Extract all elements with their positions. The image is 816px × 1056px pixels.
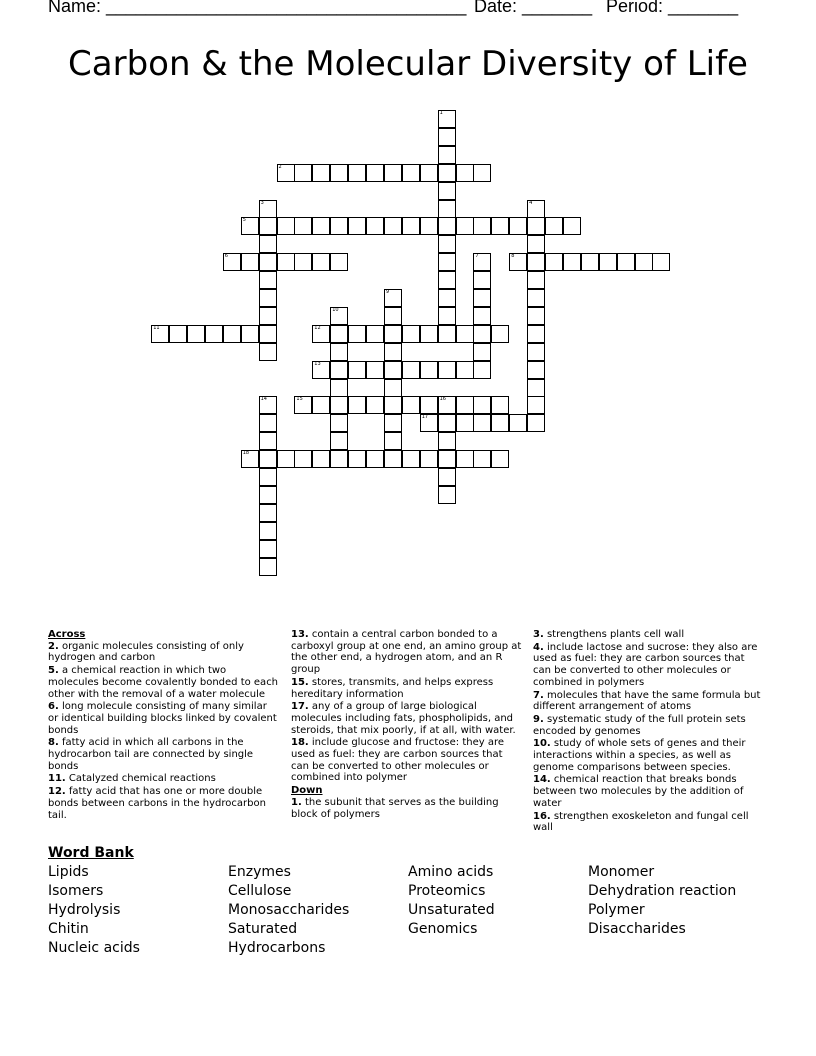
crossword-cell[interactable] bbox=[259, 540, 277, 558]
crossword-cell[interactable] bbox=[527, 253, 545, 271]
crossword-cell[interactable] bbox=[438, 235, 456, 253]
clue-number: 3 bbox=[260, 199, 264, 206]
crossword-cell[interactable] bbox=[527, 307, 545, 325]
crossword-cell[interactable] bbox=[151, 325, 169, 343]
crossword-cell[interactable] bbox=[330, 307, 348, 325]
crossword-cell[interactable] bbox=[491, 450, 509, 468]
crossword-cell[interactable] bbox=[438, 128, 456, 146]
crossword-cell[interactable] bbox=[241, 217, 259, 235]
crossword-cell[interactable] bbox=[259, 558, 277, 576]
crossword-cell[interactable] bbox=[259, 468, 277, 486]
crossword-cell[interactable] bbox=[384, 450, 402, 468]
crossword-cell[interactable] bbox=[473, 396, 491, 414]
crossword-cell[interactable] bbox=[527, 235, 545, 253]
crossword-cell[interactable] bbox=[527, 325, 545, 343]
word-bank-item: Saturated bbox=[228, 921, 298, 937]
crossword-cell[interactable] bbox=[223, 253, 241, 271]
clue-across-11: 11. Catalyzed chemical reactions bbox=[48, 773, 216, 785]
crossword-cell[interactable] bbox=[348, 396, 366, 414]
clue-down-10: 10. study of whole sets of genes and their interactions within a species, as well as genome comparisons between species. bbox=[533, 738, 746, 773]
across-heading: Across bbox=[48, 629, 86, 640]
crossword-cell[interactable] bbox=[420, 361, 438, 379]
crossword-cell[interactable] bbox=[312, 217, 330, 235]
crossword-cell[interactable] bbox=[294, 164, 312, 182]
crossword-cell[interactable] bbox=[420, 396, 438, 414]
crossword-cell[interactable] bbox=[348, 450, 366, 468]
crossword-cell[interactable] bbox=[438, 486, 456, 504]
crossword-cell[interactable] bbox=[438, 414, 456, 432]
clue-down-9: 9. systematic study of the full protein sets encoded by genomes bbox=[533, 713, 746, 737]
word-bank-item: Nucleic acids bbox=[48, 940, 140, 956]
crossword-cell[interactable] bbox=[438, 361, 456, 379]
crossword-cell[interactable] bbox=[456, 414, 474, 432]
clue-across-6: 6. long molecule consisting of many similar or identical building blocks linked by covalent bonds bbox=[48, 701, 277, 736]
crossword-cell[interactable] bbox=[438, 271, 456, 289]
crossword-cell[interactable] bbox=[384, 361, 402, 379]
crossword-cell[interactable] bbox=[438, 289, 456, 307]
word-bank-item: Monomer bbox=[588, 864, 655, 880]
crossword-cell[interactable] bbox=[384, 379, 402, 397]
clue-across-18: 18. include glucose and fructose: they are used as fuel: they are carbon sources that can be converted to other molecules or combined into polymer bbox=[291, 737, 505, 784]
word-bank-item: Genomics bbox=[408, 921, 478, 937]
word-bank-title: Word Bank bbox=[48, 845, 134, 861]
crossword-cell[interactable] bbox=[259, 307, 277, 325]
clue-number: 15 bbox=[296, 396, 303, 403]
crossword-cell[interactable] bbox=[473, 325, 491, 343]
crossword-cell[interactable] bbox=[438, 164, 456, 182]
crossword-cell[interactable] bbox=[241, 325, 259, 343]
crossword-cell[interactable] bbox=[259, 432, 277, 450]
crossword-cell[interactable] bbox=[527, 343, 545, 361]
clue-number: 17 bbox=[421, 414, 429, 421]
crossword-cell[interactable] bbox=[169, 325, 187, 343]
crossword-cell[interactable] bbox=[438, 146, 456, 164]
crossword-cell[interactable] bbox=[617, 253, 635, 271]
crossword-cell[interactable] bbox=[384, 164, 402, 182]
word-bank-item: Lipids bbox=[48, 864, 89, 880]
crossword-cell[interactable] bbox=[330, 361, 348, 379]
crossword-cell[interactable] bbox=[599, 253, 617, 271]
crossword-cell[interactable] bbox=[241, 450, 259, 468]
crossword-cell[interactable] bbox=[420, 450, 438, 468]
clues-column-1 bbox=[48, 629, 280, 822]
crossword-cell[interactable] bbox=[563, 217, 581, 235]
crossword-cell[interactable] bbox=[277, 217, 295, 235]
crossword-cell[interactable] bbox=[384, 396, 402, 414]
crossword-cell[interactable] bbox=[456, 396, 474, 414]
word-bank-item: Hydrocarbons bbox=[228, 940, 326, 956]
clue-down-7: 7. molecules that have the same formula but different arrangement of atoms bbox=[533, 689, 761, 713]
crossword-cell[interactable] bbox=[438, 432, 456, 450]
crossword-cell[interactable] bbox=[456, 361, 474, 379]
clue-number: 14 bbox=[260, 396, 267, 403]
clue-number: 9 bbox=[385, 289, 390, 295]
crossword-cell[interactable] bbox=[438, 307, 456, 325]
crossword-cell[interactable] bbox=[366, 361, 384, 379]
clue-across-13: 13. contain a central carbon bonded to a carboxyl group at one end, an amino group at the other end, a hydrogen atom, and an R group bbox=[291, 629, 522, 676]
crossword-cell[interactable] bbox=[259, 325, 277, 343]
crossword-cell[interactable] bbox=[527, 217, 545, 235]
crossword-cell[interactable] bbox=[366, 325, 384, 343]
crossword-cell[interactable] bbox=[438, 450, 456, 468]
word-bank-item: Disaccharides bbox=[588, 921, 686, 937]
crossword-cell[interactable] bbox=[420, 414, 438, 432]
crossword-cell[interactable] bbox=[456, 325, 474, 343]
clue-across-8: 8. fatty acid in which all carbons in the hydrocarbon tail are connected by single bonds bbox=[48, 737, 254, 772]
crossword-cell[interactable] bbox=[527, 289, 545, 307]
crossword-cell[interactable] bbox=[312, 164, 330, 182]
clue-number: 10 bbox=[332, 306, 339, 313]
crossword-cell[interactable] bbox=[420, 325, 438, 343]
clue-number: 13 bbox=[314, 360, 321, 367]
crossword-cell[interactable] bbox=[259, 486, 277, 504]
crossword-cell[interactable] bbox=[545, 217, 563, 235]
crossword-cell[interactable] bbox=[491, 325, 509, 343]
word-bank-column-3 bbox=[408, 863, 588, 939]
clues-column-3 bbox=[533, 629, 765, 835]
crossword-cell[interactable] bbox=[312, 396, 330, 414]
crossword-cell[interactable] bbox=[330, 414, 348, 432]
crossword-cell[interactable] bbox=[545, 253, 563, 271]
clue-number: 8 bbox=[511, 253, 515, 260]
word-bank-column-4 bbox=[588, 863, 768, 939]
crossword-cell[interactable] bbox=[330, 396, 348, 414]
crossword-cell[interactable] bbox=[384, 217, 402, 235]
crossword-cell[interactable] bbox=[366, 164, 384, 182]
crossword-cell[interactable] bbox=[384, 307, 402, 325]
crossword-cell[interactable] bbox=[312, 325, 330, 343]
crossword-cell[interactable] bbox=[509, 217, 527, 235]
clue-across-2: 2. organic molecules consisting of only hydrogen and carbon bbox=[48, 640, 244, 664]
word-bank-item: Polymer bbox=[588, 902, 645, 918]
crossword-cell[interactable] bbox=[259, 343, 277, 361]
crossword-cell[interactable] bbox=[473, 343, 491, 361]
crossword-cell[interactable] bbox=[509, 414, 527, 432]
crossword-cell[interactable] bbox=[438, 253, 456, 271]
crossword-cell[interactable] bbox=[330, 253, 348, 271]
crossword-cell[interactable] bbox=[473, 289, 491, 307]
clue-down-16: 16. strengthen exoskeleton and fungal cell wall bbox=[533, 810, 749, 834]
crossword-cell[interactable] bbox=[366, 217, 384, 235]
crossword-cell[interactable] bbox=[330, 379, 348, 397]
crossword-cell[interactable] bbox=[330, 450, 348, 468]
crossword-cell[interactable] bbox=[420, 217, 438, 235]
word-bank-column-2 bbox=[228, 863, 408, 958]
crossword-cell[interactable] bbox=[491, 396, 509, 414]
clue-number: 1 bbox=[439, 110, 443, 116]
crossword-cell[interactable] bbox=[366, 450, 384, 468]
crossword-cell[interactable] bbox=[402, 361, 420, 379]
clue-number: 18 bbox=[242, 450, 250, 457]
word-bank-item: Dehydration reaction bbox=[588, 883, 737, 899]
crossword-cell[interactable] bbox=[438, 217, 456, 235]
crossword-cell[interactable] bbox=[438, 110, 456, 128]
crossword-cell[interactable] bbox=[259, 271, 277, 289]
crossword-cell[interactable] bbox=[473, 217, 491, 235]
crossword-cell[interactable] bbox=[384, 414, 402, 432]
crossword-cell[interactable] bbox=[473, 307, 491, 325]
clues-column-2 bbox=[291, 629, 523, 821]
page-title: Carbon & the Molecular Diversity of Life bbox=[68, 44, 748, 84]
crossword-cell[interactable] bbox=[527, 379, 545, 397]
name-field[interactable]: Name: ____________________________________ bbox=[48, 0, 467, 16]
clue-number: 12 bbox=[314, 324, 321, 331]
clue-down-4: 4. include lactose and sucrose: they also are used as fuel: they are carbon sources that can be converted to other molecules or combined in polymers bbox=[533, 641, 758, 688]
clue-across-5: 5. a chemical reaction in which two molecules become covalently bonded to each other with the removal of a water molecule bbox=[48, 665, 279, 700]
crossword-cell[interactable] bbox=[348, 164, 366, 182]
crossword-cell[interactable] bbox=[312, 450, 330, 468]
crossword-cell[interactable] bbox=[456, 164, 474, 182]
word-bank-item: Proteomics bbox=[408, 883, 486, 899]
crossword-cell[interactable] bbox=[652, 253, 670, 271]
word-bank-item: Cellulose bbox=[228, 883, 292, 899]
crossword-cell[interactable] bbox=[259, 522, 277, 540]
clue-number: 6 bbox=[224, 253, 228, 260]
crossword-cell[interactable] bbox=[330, 325, 348, 343]
crossword-cell[interactable] bbox=[294, 217, 312, 235]
crossword-cell[interactable] bbox=[277, 164, 295, 182]
crossword-cell[interactable] bbox=[509, 253, 527, 271]
crossword-cell[interactable] bbox=[277, 450, 295, 468]
crossword-cell[interactable] bbox=[259, 253, 277, 271]
crossword-cell[interactable] bbox=[330, 217, 348, 235]
crossword-cell[interactable] bbox=[473, 164, 491, 182]
crossword-cell[interactable] bbox=[527, 396, 545, 414]
crossword-cell[interactable] bbox=[527, 200, 545, 218]
clue-number: 7 bbox=[475, 253, 479, 260]
clue-down-14: 14. chemical reaction that breaks bonds between two molecules by the addition of water bbox=[533, 774, 744, 809]
crossword-cell[interactable] bbox=[330, 432, 348, 450]
word-bank-item: Amino acids bbox=[408, 864, 494, 880]
crossword-cell[interactable] bbox=[348, 325, 366, 343]
crossword-cell[interactable] bbox=[438, 396, 456, 414]
down-heading: Down bbox=[291, 785, 323, 797]
clue-number: 4 bbox=[529, 199, 533, 206]
crossword-cell[interactable] bbox=[259, 235, 277, 253]
word-bank-item: Isomers bbox=[48, 883, 104, 899]
word-bank-item: Enzymes bbox=[228, 864, 291, 880]
crossword-cell[interactable] bbox=[259, 450, 277, 468]
crossword-cell[interactable] bbox=[527, 271, 545, 289]
clue-down-3: 3. strengthens plants cell wall bbox=[533, 629, 685, 640]
crossword-cell[interactable] bbox=[635, 253, 653, 271]
crossword-cell[interactable] bbox=[581, 253, 599, 271]
clue-number: 16 bbox=[439, 396, 446, 403]
clue-across-15: 15. stores, transmits, and helps express hereditary information bbox=[291, 676, 494, 700]
clue-number: 2 bbox=[278, 163, 282, 170]
crossword-cell[interactable] bbox=[205, 325, 223, 343]
crossword-cell[interactable] bbox=[527, 361, 545, 379]
crossword-cell[interactable] bbox=[259, 217, 277, 235]
crossword-cell[interactable] bbox=[402, 217, 420, 235]
word-bank-item: Unsaturated bbox=[408, 902, 495, 918]
crossword-cell[interactable] bbox=[348, 361, 366, 379]
crossword-cell[interactable] bbox=[402, 396, 420, 414]
word-bank-column-1 bbox=[48, 863, 228, 958]
clue-number: 11 bbox=[153, 324, 160, 331]
crossword-cell[interactable] bbox=[473, 271, 491, 289]
crossword-cell[interactable] bbox=[223, 325, 241, 343]
crossword-cell[interactable] bbox=[491, 414, 509, 432]
crossword-cell[interactable] bbox=[259, 200, 277, 218]
word-bank-item: Monosaccharides bbox=[228, 902, 350, 918]
crossword-cell[interactable] bbox=[402, 325, 420, 343]
crossword-cell[interactable] bbox=[491, 217, 509, 235]
word-bank-item: Hydrolysis bbox=[48, 902, 121, 918]
clue-across-17: 17. any of a group of large biological molecules including fats, phospholipids, and steroids, that mix poorly, if at all, with water. bbox=[291, 701, 516, 736]
crossword-cell[interactable] bbox=[294, 253, 312, 271]
crossword-cell[interactable] bbox=[420, 164, 438, 182]
crossword-cell[interactable] bbox=[294, 450, 312, 468]
crossword-cell[interactable] bbox=[384, 343, 402, 361]
clue-number: 5 bbox=[242, 217, 246, 224]
crossword-cell[interactable] bbox=[563, 253, 581, 271]
crossword-cell[interactable] bbox=[456, 450, 474, 468]
crossword-cell[interactable] bbox=[241, 253, 259, 271]
crossword-cell[interactable] bbox=[402, 450, 420, 468]
crossword-cell[interactable] bbox=[473, 253, 491, 271]
crossword-cell[interactable] bbox=[456, 217, 474, 235]
crossword-cell[interactable] bbox=[277, 253, 295, 271]
crossword-cell[interactable] bbox=[402, 164, 420, 182]
crossword-cell[interactable] bbox=[312, 253, 330, 271]
clue-across-12: 12. fatty acid that has one or more double bonds between carbons in the hydrocarbon tail. bbox=[48, 786, 266, 821]
crossword-cell[interactable] bbox=[259, 289, 277, 307]
crossword-cell[interactable] bbox=[438, 468, 456, 486]
crossword-cell[interactable] bbox=[259, 414, 277, 432]
crossword-cell[interactable] bbox=[527, 414, 545, 432]
period-field[interactable]: Period: _______ bbox=[606, 0, 739, 16]
crossword-cell[interactable] bbox=[259, 504, 277, 522]
crossword-cell[interactable] bbox=[384, 289, 402, 307]
crossword-cell[interactable] bbox=[473, 361, 491, 379]
crossword-cell[interactable] bbox=[366, 396, 384, 414]
crossword-cell[interactable] bbox=[312, 361, 330, 379]
crossword-cell[interactable] bbox=[294, 396, 312, 414]
word-bank-item: Chitin bbox=[48, 921, 89, 937]
crossword-cell[interactable] bbox=[259, 396, 277, 414]
crossword-cell[interactable] bbox=[473, 450, 491, 468]
crossword-cell[interactable] bbox=[384, 432, 402, 450]
crossword-cell[interactable] bbox=[384, 325, 402, 343]
crossword-cell[interactable] bbox=[187, 325, 205, 343]
crossword-cell[interactable] bbox=[348, 217, 366, 235]
crossword-cell[interactable] bbox=[330, 164, 348, 182]
date-field[interactable]: Date: _______ bbox=[474, 0, 593, 16]
crossword-cell[interactable] bbox=[330, 343, 348, 361]
crossword-cell[interactable] bbox=[438, 200, 456, 218]
crossword-cell[interactable] bbox=[473, 414, 491, 432]
crossword-cell[interactable] bbox=[438, 182, 456, 200]
clue-down-1: 1. the subunit that serves as the building block of polymers bbox=[291, 796, 499, 820]
crossword-cell[interactable] bbox=[438, 325, 456, 343]
